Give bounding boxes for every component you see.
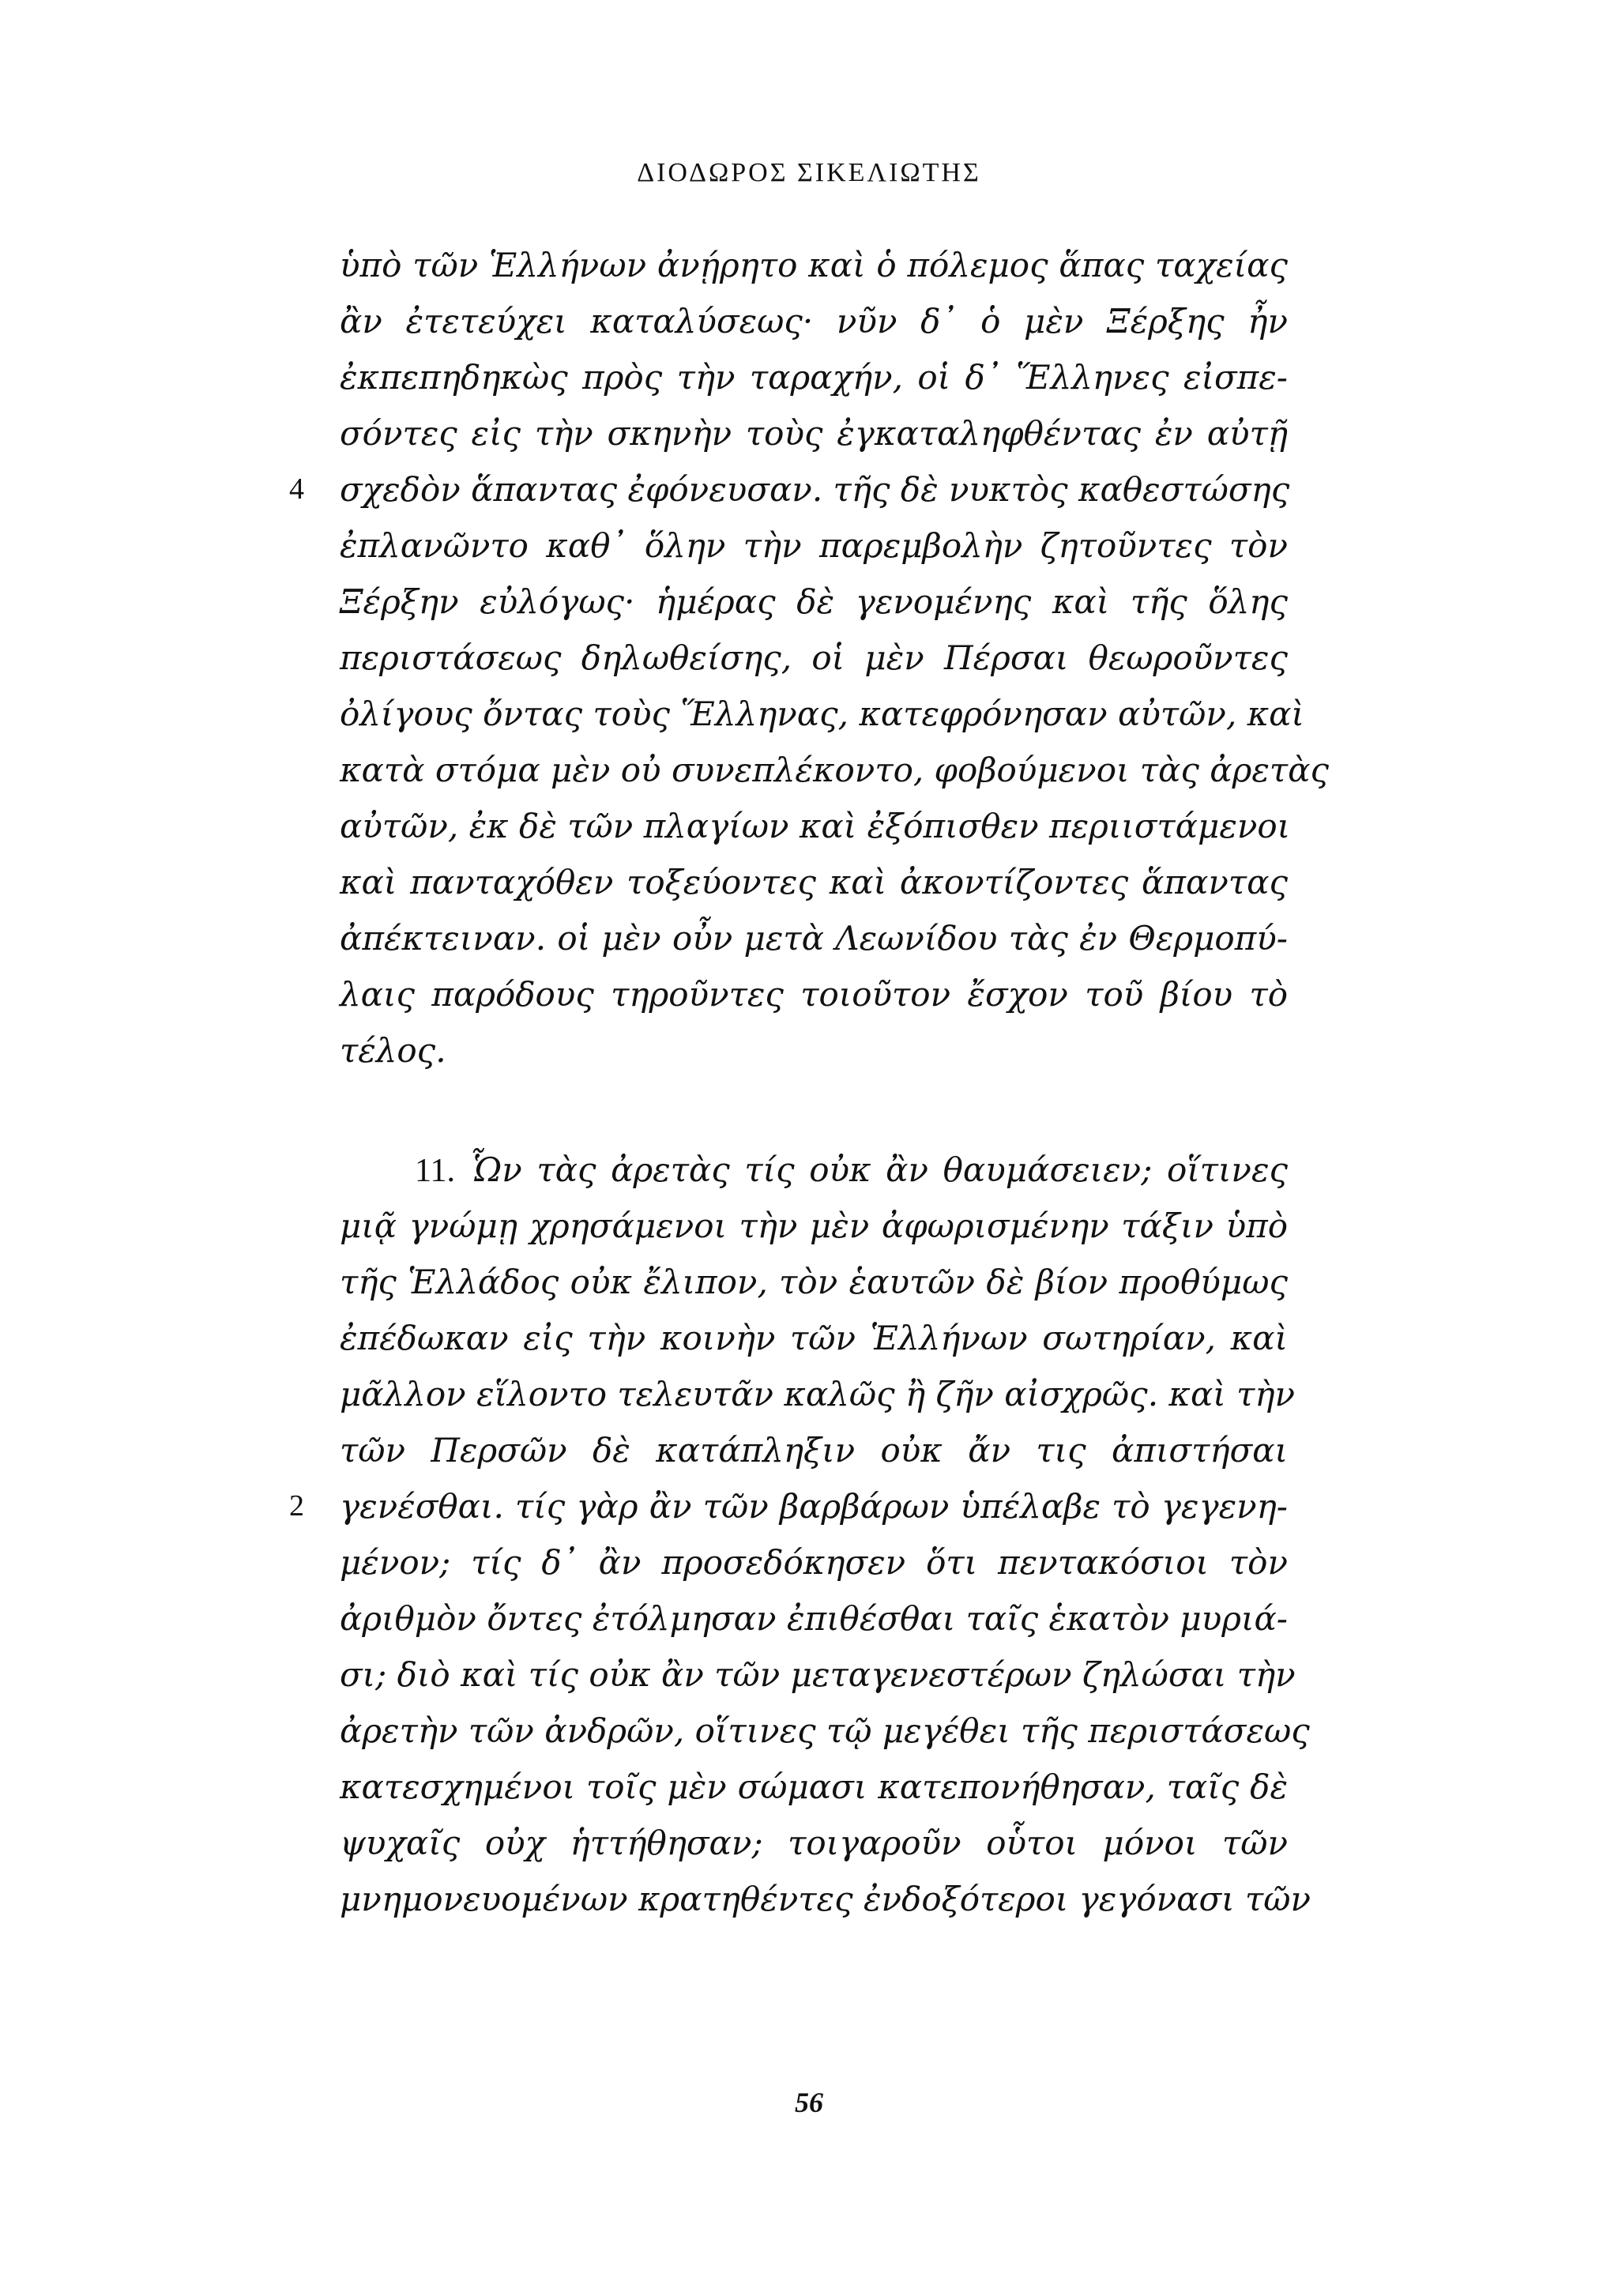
- text-line: κατεσχημένοι τοῖς μὲν σώμασι κατεπονήθησαν, ταῖς δὲ: [340, 1767, 1288, 1806]
- text-line: τέλος.: [340, 1031, 446, 1070]
- text-line: κατὰ στόμα μὲν οὐ συνεπλέκοντο, φοβούμενοι τὰς ἀρετὰς: [340, 751, 1330, 789]
- section-2: [289, 1142, 1311, 1927]
- text-line: ἂν ἐτετεύχει καταλύσεως· νῦν δ᾿ ὁ μὲν Ξέρξης ἦν: [340, 302, 1288, 341]
- chapter-number: 11.: [415, 1153, 455, 1189]
- text-line-with-number: [289, 461, 1290, 518]
- text-line: ψυχαῖς οὐχ ἡττήθησαν; τοιγαροῦν οὗτοι μόνοι τῶν: [340, 1824, 1288, 1862]
- text-line: γενέσθαι. τίς γὰρ ἂν τῶν βαρβάρων ὑπέλαβε τὸ γεγενη-: [340, 1487, 1288, 1526]
- text-line-with-number: [289, 1478, 1288, 1534]
- line-number: 4: [289, 472, 304, 506]
- section-1: [289, 237, 1330, 1078]
- text-line: τῆς Ἑλλάδος οὐκ ἔλιπον, τὸν ἑαυτῶν δὲ βίον προθύμως: [340, 1263, 1288, 1301]
- text-line: ἀρετὴν τῶν ἀνδρῶν, οἵτινες τῷ μεγέθει τῆς περιστάσεως: [340, 1711, 1310, 1750]
- text-line: Ὧν τὰς ἀρετὰς τίς οὐκ ἂν θαυμάσειεν; οἵτινες: [469, 1150, 1288, 1189]
- text-line: μνημονευομένων κρατηθέντες ἐνδοξότεροι γεγόνασι τῶν: [340, 1880, 1311, 1918]
- text-line: Ξέρξην εὐλόγως· ἡμέρας δὲ γενομένης καὶ τῆς ὅλης: [340, 582, 1288, 621]
- text-line: περιστάσεως δηλωθείσης, οἱ μὲν Πέρσαι θεωροῦντες: [340, 638, 1288, 677]
- chapter-first-line: [340, 1142, 1288, 1198]
- text-line: ἀριθμὸν ὄντες ἐτόλμησαν ἐπιθέσθαι ταῖς ἑκατὸν μυριά-: [340, 1599, 1288, 1638]
- text-line: σι; διὸ καὶ τίς οὐκ ἂν τῶν μεταγενεστέρων ζηλώσαι τὴν: [340, 1655, 1296, 1694]
- text-line: ἐπέδωκαν εἰς τὴν κοινὴν τῶν Ἑλλήνων σωτηρίαν, καὶ: [340, 1319, 1288, 1357]
- text-line: μένον; τίς δ᾿ ἂν προσεδόκησεν ὅτι πεντακόσιοι τὸν: [340, 1543, 1288, 1582]
- page-number: 56: [795, 2087, 823, 2118]
- text-line: καὶ πανταχόθεν τοξεύοντες καὶ ἀκοντίζοντες ἅπαντας: [340, 863, 1288, 901]
- running-head: ΔΙΟΔΩΡΟΣ ΣΙΚΕΛΙΩΤΗΣ: [637, 158, 981, 187]
- text-line: μιᾷ γνώμῃ χρησάμενοι τὴν μὲν ἀφωρισμένην τάξιν ὑπὸ: [340, 1206, 1288, 1245]
- text-line: λαις παρόδους τηροῦντες τοιοῦτον ἔσχον τοῦ βίου τὸ: [340, 975, 1288, 1014]
- text-line: ὀλίγους ὄντας τοὺς Ἕλληνας, κατεφρόνησαν αὐτῶν, καὶ: [340, 694, 1305, 733]
- text-line: τῶν Περσῶν δὲ κατάπληξιν οὐκ ἄν τις ἀπιστήσαι: [340, 1431, 1288, 1470]
- text-line: σόντες εἰς τὴν σκηνὴν τοὺς ἐγκαταληφθέντας ἐν αὐτῇ: [340, 414, 1288, 453]
- text-line: ὑπὸ τῶν Ἑλλήνων ἀνῄρητο καὶ ὁ πόλεμος ἅπας ταχείας: [340, 246, 1288, 284]
- text-line: σχεδὸν ἅπαντας ἐφόνευσαν. τῆς δὲ νυκτὸς καθεστώσης: [340, 470, 1290, 509]
- text-line: αὐτῶν, ἐκ δὲ τῶν πλαγίων καὶ ἐξόπισθεν περιιστάμενοι: [340, 807, 1291, 845]
- text-line: ἐπλανῶντο καθ᾿ ὅλην τὴν παρεμβολὴν ζητοῦντες τὸν: [340, 526, 1288, 565]
- text-line: μᾶλλον εἵλοντο τελευτᾶν καλῶς ἢ ζῆν αἰσχρῶς. καὶ τὴν: [340, 1375, 1296, 1413]
- line-number: 2: [289, 1489, 304, 1523]
- text-line: ἐκπεπηδηκὼς πρὸς τὴν ταραχήν, οἱ δ᾿ Ἕλληνες εἰσπε-: [340, 358, 1288, 397]
- text-line: ἀπέκτειναν. οἱ μὲν οὖν μετὰ Λεωνίδου τὰς ἐν Θερμοπύ-: [340, 919, 1288, 958]
